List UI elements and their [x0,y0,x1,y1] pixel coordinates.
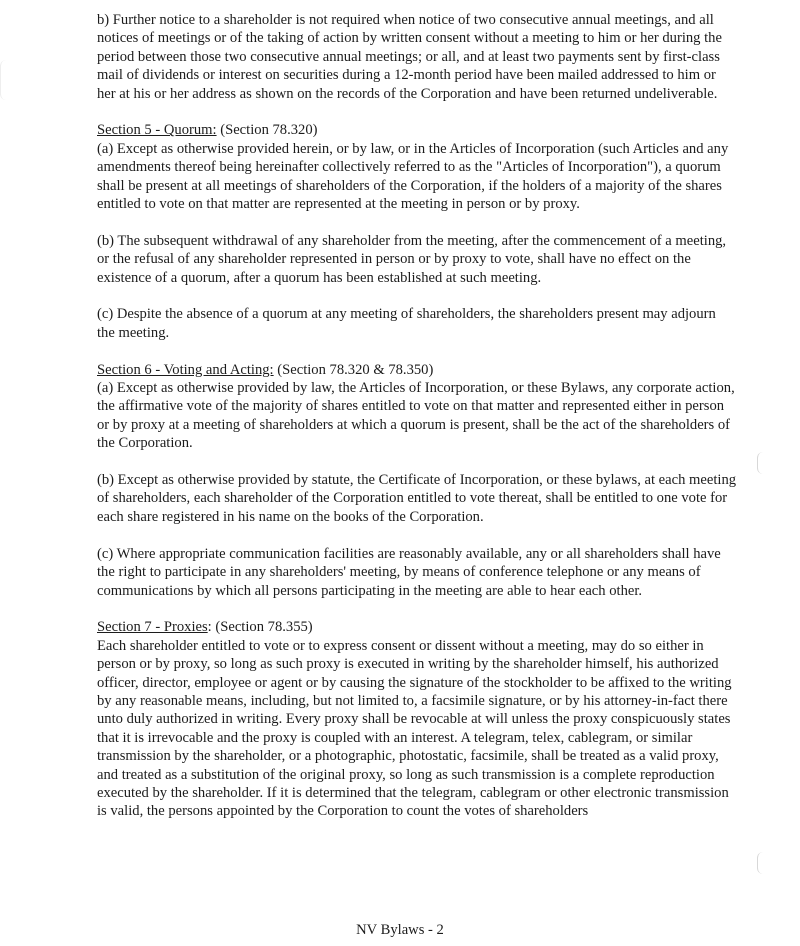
scan-mark [757,852,764,874]
page-content [97,11,737,839]
paragraph-notice-b: b) Further notice to a shareholder is not required when notice of two consecutive annual meetings, and all notices of meetings or of the taking of action by written consent without a meeting to him or her during the period between those two consecutive annual meetings; or all, and at least two payments sent by first-class mail of dividends or interest on securities during a 12-month period have been mailed addressed to him or her at his or her address as shown on the records of the Corporation and have been returned undeliverable. [97,12,722,102]
section-7-heading [97,618,737,636]
section-5-quorum [97,121,737,342]
section-6-ref: (Section 78.320 & 78.350) [273,361,434,378]
section-6-heading [97,361,737,379]
section-6-title: Section 6 - Voting and Acting: [97,361,274,378]
section-5-title: Section 5 - Quorum: [97,122,217,139]
scan-mark [757,452,764,474]
section-7-title: Section 7 - Proxies [97,619,208,636]
section-6-para-a: (a) Except as otherwise provided by law, the Articles of Incorporation, or these Bylaws, any corporate action, the affirmative vote of the majority of shares entitled to vote on that matter and represented either in person or by proxy at a meeting of shareholders at which a quorum is present, shall be the act of the shareholders of the Corporation. [97,380,735,452]
section-5-para-b: (b) The subsequent withdrawal of any shareholder from the meeting, after the commencement of a meeting, or the refusal of any shareholder represented in person or by proxy to vote, shall have no effect on the existence of a quorum, after a quorum has been established at such meeting. [97,232,727,286]
section-5-para-a: (a) Except as otherwise provided herein, or by law, or in the Articles of Incorporation (such Articles and any amendments thereof being hereinafter collectively referred to as the "Articles of Incorporation"), a quorum shall be present at all meetings of shareholders of the Corporation, if the holders of a majority of the shares entitled to vote on that matter are represented at the meeting in person or by proxy. [97,140,729,213]
section-6-voting [97,361,737,600]
section-7-proxies [97,618,737,820]
section-7-body: Each shareholder entitled to vote or to express consent or dissent without a meeting, may do so either in person or by proxy, so long as such proxy is executed in writing by the shareholder himself, his authorized officer, director, employee or agent or by causing the signature of the stockholder to be affixed to the writing by any reasonable means, including, but not limited to, a facsimile signature, or by his attorney-in-fact there unto duly authorized in writing. Every proxy shall be revocable at will unless the proxy conspicuously states that it is irrevocable and the proxy is coupled with an interest. A telegram, telex, cablegram, or similar transmission by the shareholder, or a photographic, photostatic, facsimile, shall be treated as a valid proxy, and treated as a substitution of the original proxy, so long as such transmission is a complete reproduction executed by the shareholder. If it is determined that the telegram, cablegram or other electronic transmission is valid, the persons appointed by the Corporation to count the votes of shareholders [97,637,732,820]
section-5-para-c: (c) Despite the absence of a quorum at any meeting of shareholders, the shareholders present may adjourn the meeting. [97,306,716,341]
page-footer: NV Bylaws - 2 [356,922,444,938]
section-5-ref: (Section 78.320) [216,122,318,139]
section-5-heading [97,121,737,139]
section-6-para-b: (b) Except as otherwise provided by statute, the Certificate of Incorporation, or these bylaws, at each meeting of shareholders, each shareholder of the Corporation entitled to vote thereat, shall be entitled to one vote for each share registered in his name on the books of the Corporation. [97,472,737,525]
section-7-ref: : (Section 78.355) [207,619,313,636]
section-6-para-c: (c) Where appropriate communication facilities are reasonably available, any or all shareholders shall have the right to participate in any shareholders' meeting, by means of conference telephone or any means of communications by which all persons participating in the meeting are able to hear each other. [97,545,721,599]
scan-mark [0,60,7,100]
